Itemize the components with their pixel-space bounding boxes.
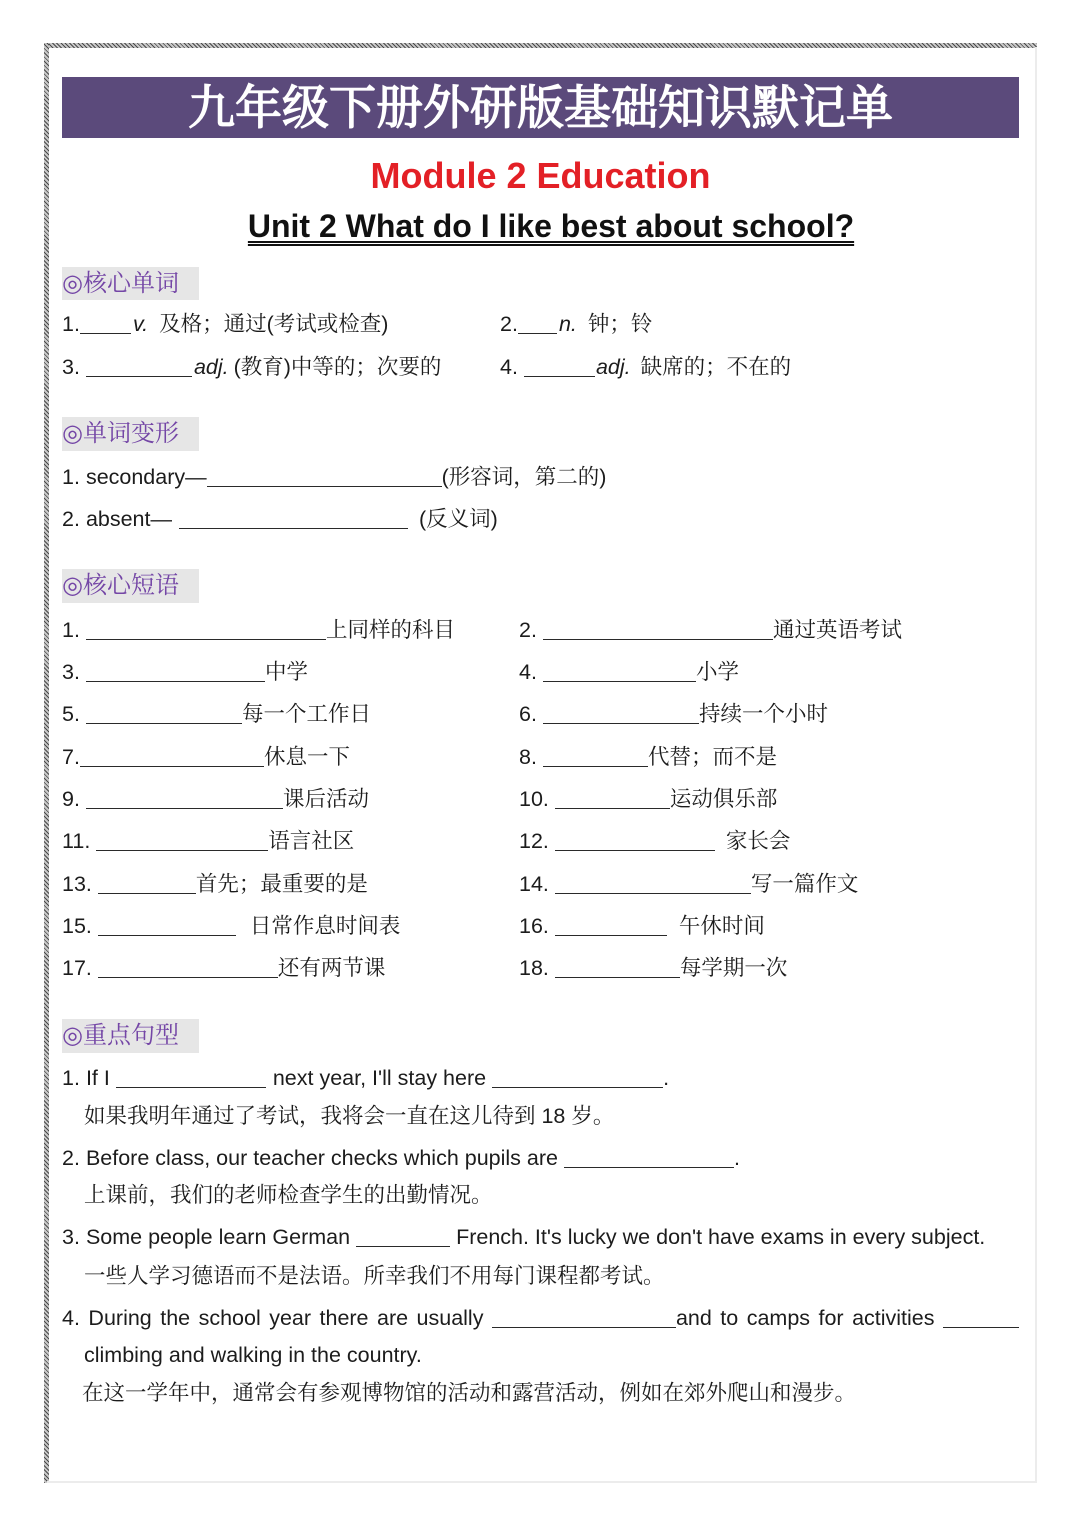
phrase-item-15 [62, 911, 400, 941]
sentence-text: next year, I'll stay here [272, 1066, 487, 1090]
answer-blank [179, 510, 408, 529]
answer-blank [564, 1149, 734, 1168]
answer-blank [543, 621, 773, 640]
answer-blank [86, 705, 242, 724]
phrase-item-12 [519, 826, 790, 856]
phrase-meaning: 语言社区 [268, 829, 355, 853]
item-number: 16. [519, 914, 549, 938]
answer-blank [80, 748, 264, 767]
answer-blank [98, 875, 196, 894]
phrase-item-4 [519, 657, 739, 687]
module-title: Module 2 Education [370, 155, 711, 196]
page-frame-left [44, 43, 49, 1483]
section-heading-phrases: ◎核心短语 [62, 569, 199, 603]
phrase-item-7 [62, 742, 350, 772]
item-number: 14. [519, 872, 549, 896]
sentence-item-4-continued: climbing and walking in the country. [84, 1343, 422, 1367]
sentence-text: and to camps for activities [675, 1306, 935, 1330]
phrase-meaning: 每一个工作日 [241, 702, 371, 726]
core-word-item-1 [62, 309, 388, 339]
answer-blank [80, 315, 131, 334]
sentence-translation-1: 如果我明年通过了考试，我将会一直在这儿待到 18 岁。 [84, 1104, 615, 1128]
phrase-meaning: 每学期一次 [679, 956, 788, 980]
answer-blank [555, 959, 680, 978]
item-number: 3. [62, 1225, 80, 1249]
phrase-meaning: 日常作息时间表 [249, 914, 401, 938]
item-number: 3. [62, 355, 80, 379]
item-number: 1. [62, 312, 80, 336]
item-number: 13. [62, 872, 92, 896]
answer-blank [98, 917, 236, 936]
answer-blank [492, 1309, 676, 1328]
core-word-item-3 [62, 352, 441, 382]
answer-blank [116, 1069, 266, 1088]
item-number: 15. [62, 914, 92, 938]
item-number: 9. [62, 787, 80, 811]
phrase-meaning: 运动俱乐部 [669, 787, 778, 811]
word-meaning: 缺席的；不在的 [640, 355, 792, 379]
part-of-speech: v. [132, 312, 149, 336]
item-number: 1. [62, 1066, 80, 1090]
item-number: 2. [62, 507, 80, 531]
phrase-meaning: 休息一下 [263, 745, 350, 769]
phrase-meaning: 持续一个小时 [698, 702, 828, 726]
phrase-item-16 [519, 911, 765, 941]
phrase-item-10 [519, 784, 777, 814]
answer-blank [492, 1069, 663, 1088]
item-number: 17. [62, 956, 92, 980]
phrase-meaning: 写一篇作文 [750, 872, 859, 896]
answer-blank [86, 663, 265, 682]
sentence-item-1 [62, 1063, 669, 1093]
answer-blank [96, 832, 268, 851]
item-number: 6. [519, 702, 537, 726]
page-frame-right [1035, 47, 1037, 1483]
section-heading-core-words: ◎核心单词 [62, 267, 199, 300]
phrase-meaning: 通过英语考试 [772, 618, 902, 642]
base-word: absent— [85, 507, 172, 531]
phrase-item-1 [62, 615, 455, 645]
item-number: 1. [62, 618, 80, 642]
item-number: 11. [62, 829, 91, 853]
item-number: 2. [62, 1146, 80, 1170]
sentence-text: French. It's lucky we don't have exams in every subject. [456, 1225, 986, 1249]
answer-blank [86, 790, 283, 809]
item-number: 4. [500, 355, 518, 379]
sentence-text: During the school year there are usually [88, 1306, 484, 1330]
item-number: 12. [519, 829, 549, 853]
phrase-meaning: 首先；最重要的是 [195, 872, 368, 896]
answer-blank [356, 1228, 450, 1247]
word-form-item-1 [62, 462, 606, 492]
item-number: 18. [519, 956, 549, 980]
sentence-translation-3: 一些人学习德语而不是法语。所幸我们不用每门课程都考试。 [84, 1264, 665, 1288]
section-heading-word-forms: ◎单词变形 [62, 417, 199, 451]
part-of-speech: n. [558, 312, 577, 336]
page-frame-bottom [47, 1481, 1037, 1483]
sentence-text: . [663, 1066, 670, 1090]
item-number: 1. [62, 465, 80, 489]
answer-blank [86, 358, 192, 377]
word-meaning: 及格；通过(考试或检查) [159, 312, 389, 336]
item-number: 4. [62, 1306, 80, 1330]
answer-blank [543, 705, 699, 724]
section-heading-sentences: ◎重点句型 [62, 1019, 199, 1053]
phrase-item-9 [62, 784, 369, 814]
phrase-item-14 [519, 869, 858, 899]
answer-blank [943, 1309, 1019, 1328]
item-number: 8. [519, 745, 537, 769]
item-number: 7. [62, 745, 80, 769]
item-number: 3. [62, 660, 80, 684]
item-number: 10. [519, 787, 549, 811]
phrase-meaning: 中学 [264, 660, 308, 684]
sentence-item-2 [62, 1143, 740, 1173]
sentence-translation-4: 在这一学年中，通常会有参观博物馆的活动和露营活动，例如在郊外爬山和漫步。 [82, 1381, 857, 1405]
phrase-meaning: 午休时间 [678, 914, 765, 938]
answer-blank [555, 832, 715, 851]
sentence-item-4 [62, 1303, 1019, 1333]
phrase-item-11 [62, 826, 354, 856]
answer-blank [543, 663, 696, 682]
unit-title: Unit 2 What do I like best about school? [247, 208, 855, 244]
answer-blank [555, 875, 751, 894]
answer-blank [207, 468, 442, 487]
phrase-item-18 [519, 953, 787, 983]
worksheet-title: 九年级下册外研版基础知识默记单 [62, 77, 1019, 138]
item-number: 4. [519, 660, 537, 684]
form-note: (形容词，第二的) [441, 465, 607, 489]
sentence-text: Before class, our teacher checks which pupils are [85, 1146, 558, 1170]
item-number: 2. [500, 312, 518, 336]
phrase-meaning: 课后活动 [282, 787, 369, 811]
page-frame-top [44, 43, 1037, 48]
phrase-item-13 [62, 869, 368, 899]
answer-blank [555, 917, 667, 936]
answer-blank [555, 790, 670, 809]
form-note: (反义词) [419, 507, 498, 531]
phrase-meaning: 上同样的科目 [325, 618, 455, 642]
phrase-item-6 [519, 699, 828, 729]
part-of-speech: adj. [193, 355, 229, 379]
phrase-item-2 [519, 615, 902, 645]
item-number: 5. [62, 702, 80, 726]
phrase-meaning: 还有两节课 [277, 956, 386, 980]
phrase-item-5 [62, 699, 371, 729]
phrase-meaning: 小学 [695, 660, 739, 684]
base-word: secondary— [85, 465, 207, 489]
core-word-item-4 [500, 352, 791, 382]
sentence-text: . [733, 1146, 740, 1170]
answer-blank [543, 748, 648, 767]
item-number: 2. [519, 618, 537, 642]
word-meaning: (教育)中等的；次要的 [233, 355, 442, 379]
word-meaning: 钟；铃 [587, 312, 653, 336]
sentence-item-3 [62, 1222, 985, 1252]
unit-title-wrapper [62, 205, 1040, 247]
core-word-item-2 [500, 309, 652, 339]
answer-blank [86, 621, 326, 640]
phrase-item-17 [62, 953, 385, 983]
word-form-item-2 [62, 504, 498, 534]
answer-blank [518, 315, 557, 334]
sentence-text: If I [85, 1066, 110, 1090]
phrase-item-3 [62, 657, 308, 687]
part-of-speech: adj. [595, 355, 631, 379]
answer-blank [524, 358, 595, 377]
sentence-translation-2: 上课前，我们的老师检查学生的出勤情况。 [84, 1183, 493, 1207]
answer-blank [98, 959, 278, 978]
phrase-meaning: 家长会 [725, 829, 791, 853]
phrase-item-8 [519, 742, 777, 772]
phrase-meaning: 代替；而不是 [647, 745, 777, 769]
sentence-text: Some people learn German [85, 1225, 351, 1249]
